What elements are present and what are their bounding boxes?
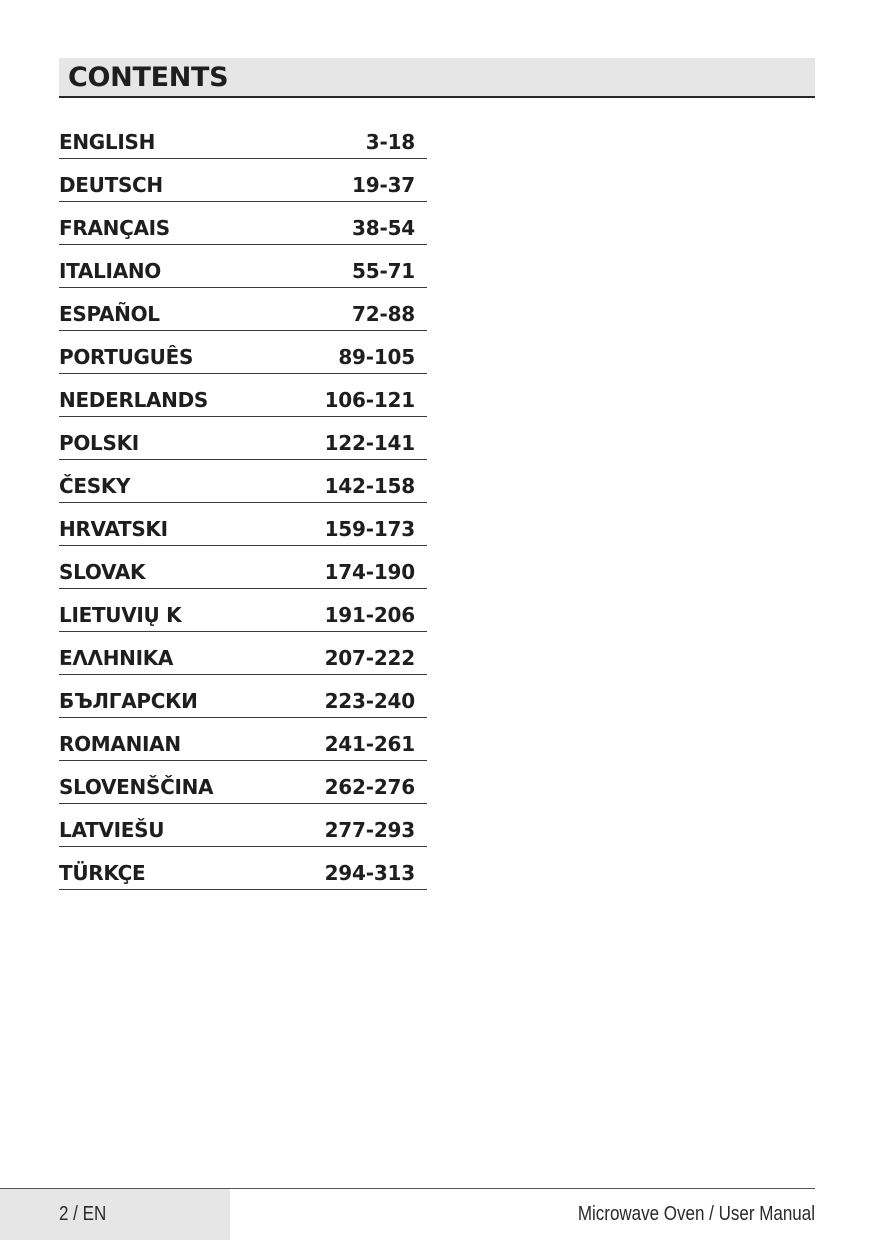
toc-row[interactable] bbox=[59, 632, 427, 675]
toc-page-range: 241-261 bbox=[324, 732, 415, 756]
toc-page-range: 89-105 bbox=[338, 345, 415, 369]
toc-row[interactable] bbox=[59, 847, 427, 890]
toc-language: FRANÇAIS bbox=[59, 216, 170, 240]
toc-row[interactable] bbox=[59, 503, 427, 546]
toc-page-range: 55-71 bbox=[352, 259, 415, 283]
toc-row[interactable] bbox=[59, 116, 427, 159]
toc-row[interactable] bbox=[59, 804, 427, 847]
toc-language: HRVATSKI bbox=[59, 517, 168, 541]
toc-row[interactable] bbox=[59, 460, 427, 503]
toc-language: SLOVENŠČINA bbox=[59, 775, 214, 799]
toc-language: SLOVAK bbox=[59, 560, 146, 584]
toc-language: NEDERLANDS bbox=[59, 388, 209, 412]
toc-row[interactable] bbox=[59, 288, 427, 331]
toc-page-range: 106-121 bbox=[324, 388, 415, 412]
toc-page-range: 159-173 bbox=[324, 517, 415, 541]
toc-language: ČESKY bbox=[59, 474, 131, 498]
toc-row[interactable] bbox=[59, 331, 427, 374]
footer-page-label: 2 / EN bbox=[59, 1203, 107, 1225]
toc-language: LIETUVIŲ K bbox=[59, 603, 182, 627]
toc-language: ENGLISH bbox=[59, 130, 156, 154]
toc-page-range: 174-190 bbox=[324, 560, 415, 584]
toc-page-range: 72-88 bbox=[352, 302, 415, 326]
toc-row[interactable] bbox=[59, 417, 427, 460]
toc-language: DEUTSCH bbox=[59, 173, 163, 197]
toc-row[interactable] bbox=[59, 718, 427, 761]
toc-page-range: 142-158 bbox=[324, 474, 415, 498]
toc-row[interactable] bbox=[59, 159, 427, 202]
toc-page-range: 207-222 bbox=[324, 646, 415, 670]
toc-row[interactable] bbox=[59, 589, 427, 632]
toc-page-range: 3-18 bbox=[365, 130, 415, 154]
toc-language: ITALIANO bbox=[59, 259, 162, 283]
footer-page-box bbox=[0, 1189, 230, 1240]
toc-page-range: 191-206 bbox=[324, 603, 415, 627]
toc-language: TÜRKÇE bbox=[59, 861, 146, 885]
toc-language: ROMANIAN bbox=[59, 732, 181, 756]
toc-row[interactable] bbox=[59, 761, 427, 804]
toc-row[interactable] bbox=[59, 245, 427, 288]
footer-document-title: Microwave Oven / User Manual bbox=[577, 1203, 815, 1225]
toc-page-range: 277-293 bbox=[324, 818, 415, 842]
contents-header bbox=[59, 58, 815, 98]
toc-page-range: 262-276 bbox=[324, 775, 415, 799]
toc-row[interactable] bbox=[59, 202, 427, 245]
toc-language: БЪЛГАРСКИ bbox=[59, 689, 198, 713]
toc-row[interactable] bbox=[59, 546, 427, 589]
table-of-contents bbox=[59, 116, 427, 890]
toc-language: POLSKI bbox=[59, 431, 139, 455]
toc-page-range: 38-54 bbox=[352, 216, 415, 240]
toc-language: ΕΛΛΗΝΙΚΑ bbox=[59, 646, 174, 670]
toc-row[interactable] bbox=[59, 675, 427, 718]
toc-page-range: 122-141 bbox=[324, 431, 415, 455]
toc-page-range: 223-240 bbox=[324, 689, 415, 713]
toc-language: ESPAÑOL bbox=[59, 302, 160, 326]
toc-language: PORTUGUÊS bbox=[59, 345, 194, 369]
toc-page-range: 294-313 bbox=[324, 861, 415, 885]
toc-language: LATVIEŠU bbox=[59, 818, 165, 842]
toc-row[interactable] bbox=[59, 374, 427, 417]
toc-page-range: 19-37 bbox=[352, 173, 415, 197]
page-title: CONTENTS bbox=[68, 62, 229, 93]
